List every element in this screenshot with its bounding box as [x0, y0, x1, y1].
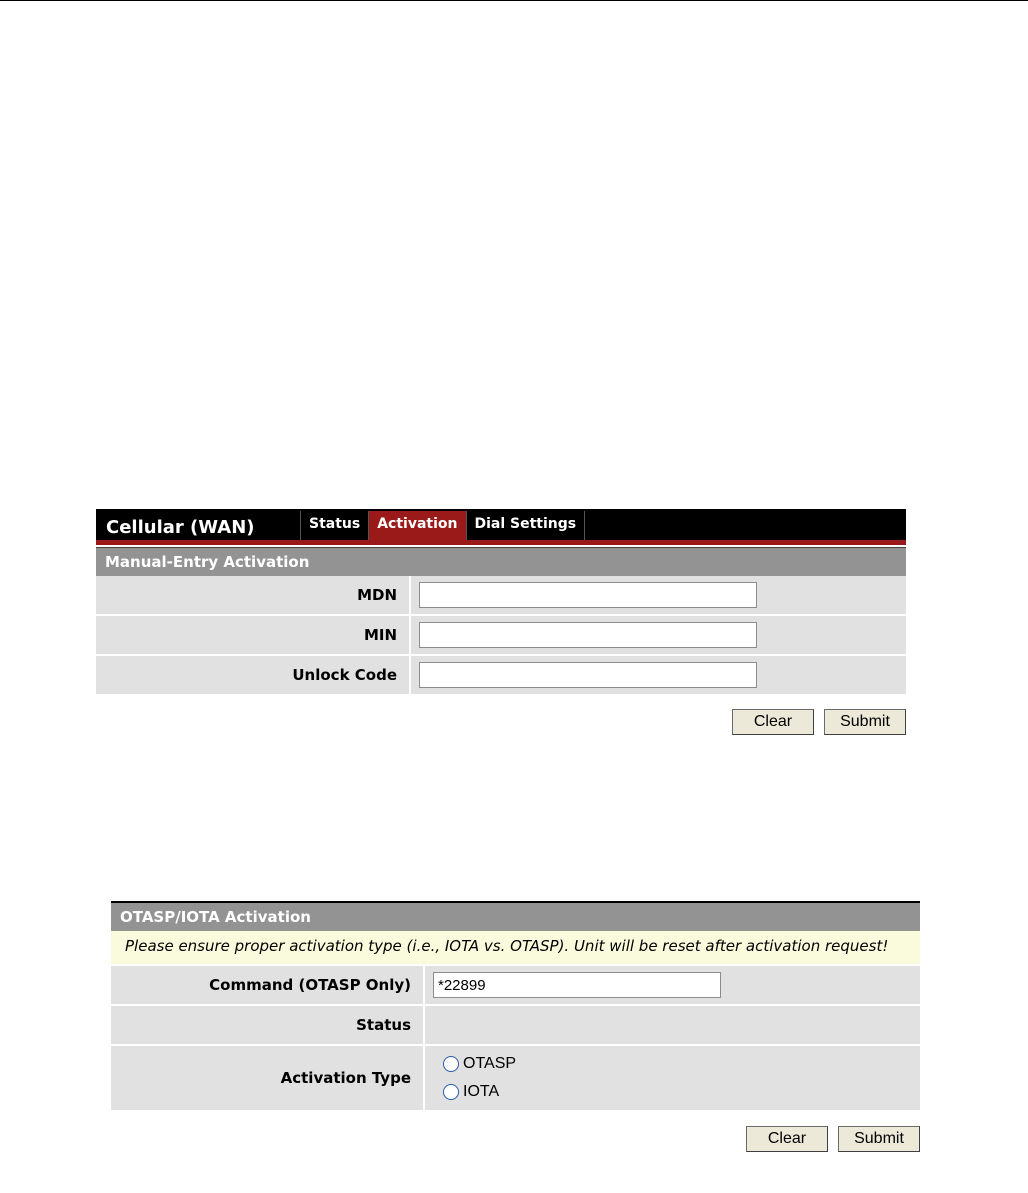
activation-notice: Please ensure proper activation type (i.e., IOTA vs. OTASP). Unit will be reset after activation request! [111, 931, 920, 966]
manual-section-header: Manual-Entry Activation [96, 548, 906, 576]
activation-type-row [111, 1045, 920, 1111]
radio-option-iota[interactable] [425, 1078, 920, 1106]
top-rule [0, 0, 1028, 1]
manual-activation-panel [96, 509, 906, 735]
min-input[interactable] [419, 622, 757, 648]
otasp-form-table [111, 966, 920, 1112]
unlock-code-label: Unlock Code [96, 655, 410, 695]
min-label: MIN [96, 615, 410, 655]
otasp-activation-panel [111, 901, 920, 1152]
radio-option-otasp[interactable] [425, 1050, 920, 1078]
tab-accent-line [96, 540, 906, 545]
iota-radio-label: IOTA [463, 1083, 500, 1100]
command-label: Command (OTASP Only) [111, 966, 424, 1005]
status-value [424, 1005, 920, 1045]
command-row [111, 966, 920, 1005]
otasp-button-row [111, 1126, 920, 1152]
manual-clear-button[interactable]: Clear [732, 709, 814, 735]
status-label: Status [111, 1005, 424, 1045]
min-row [96, 615, 906, 655]
tab-activation[interactable]: Activation [368, 511, 465, 540]
command-input[interactable] [433, 972, 721, 998]
unlock-code-input[interactable] [419, 662, 757, 688]
tab-bar [96, 509, 906, 545]
tab-status[interactable]: Status [300, 511, 368, 540]
mdn-input[interactable] [419, 582, 757, 608]
mdn-label: MDN [96, 576, 410, 615]
activation-type-label: Activation Type [111, 1045, 424, 1111]
otasp-submit-button[interactable]: Submit [838, 1126, 920, 1152]
tab-dial-settings[interactable]: Dial Settings [466, 511, 586, 540]
otasp-clear-button[interactable]: Clear [746, 1126, 828, 1152]
manual-button-row [96, 709, 906, 735]
otasp-radio[interactable] [443, 1056, 459, 1072]
otasp-section-header: OTASP/IOTA Activation [111, 903, 920, 931]
tab-list [300, 509, 585, 540]
manual-form-table [96, 576, 906, 696]
otasp-radio-label: OTASP [463, 1055, 517, 1072]
manual-submit-button[interactable]: Submit [824, 709, 906, 735]
iota-radio[interactable] [443, 1084, 459, 1100]
unlock-code-row [96, 655, 906, 695]
status-row [111, 1005, 920, 1045]
app-title: Cellular (WAN) [106, 517, 255, 538]
mdn-row [96, 576, 906, 615]
